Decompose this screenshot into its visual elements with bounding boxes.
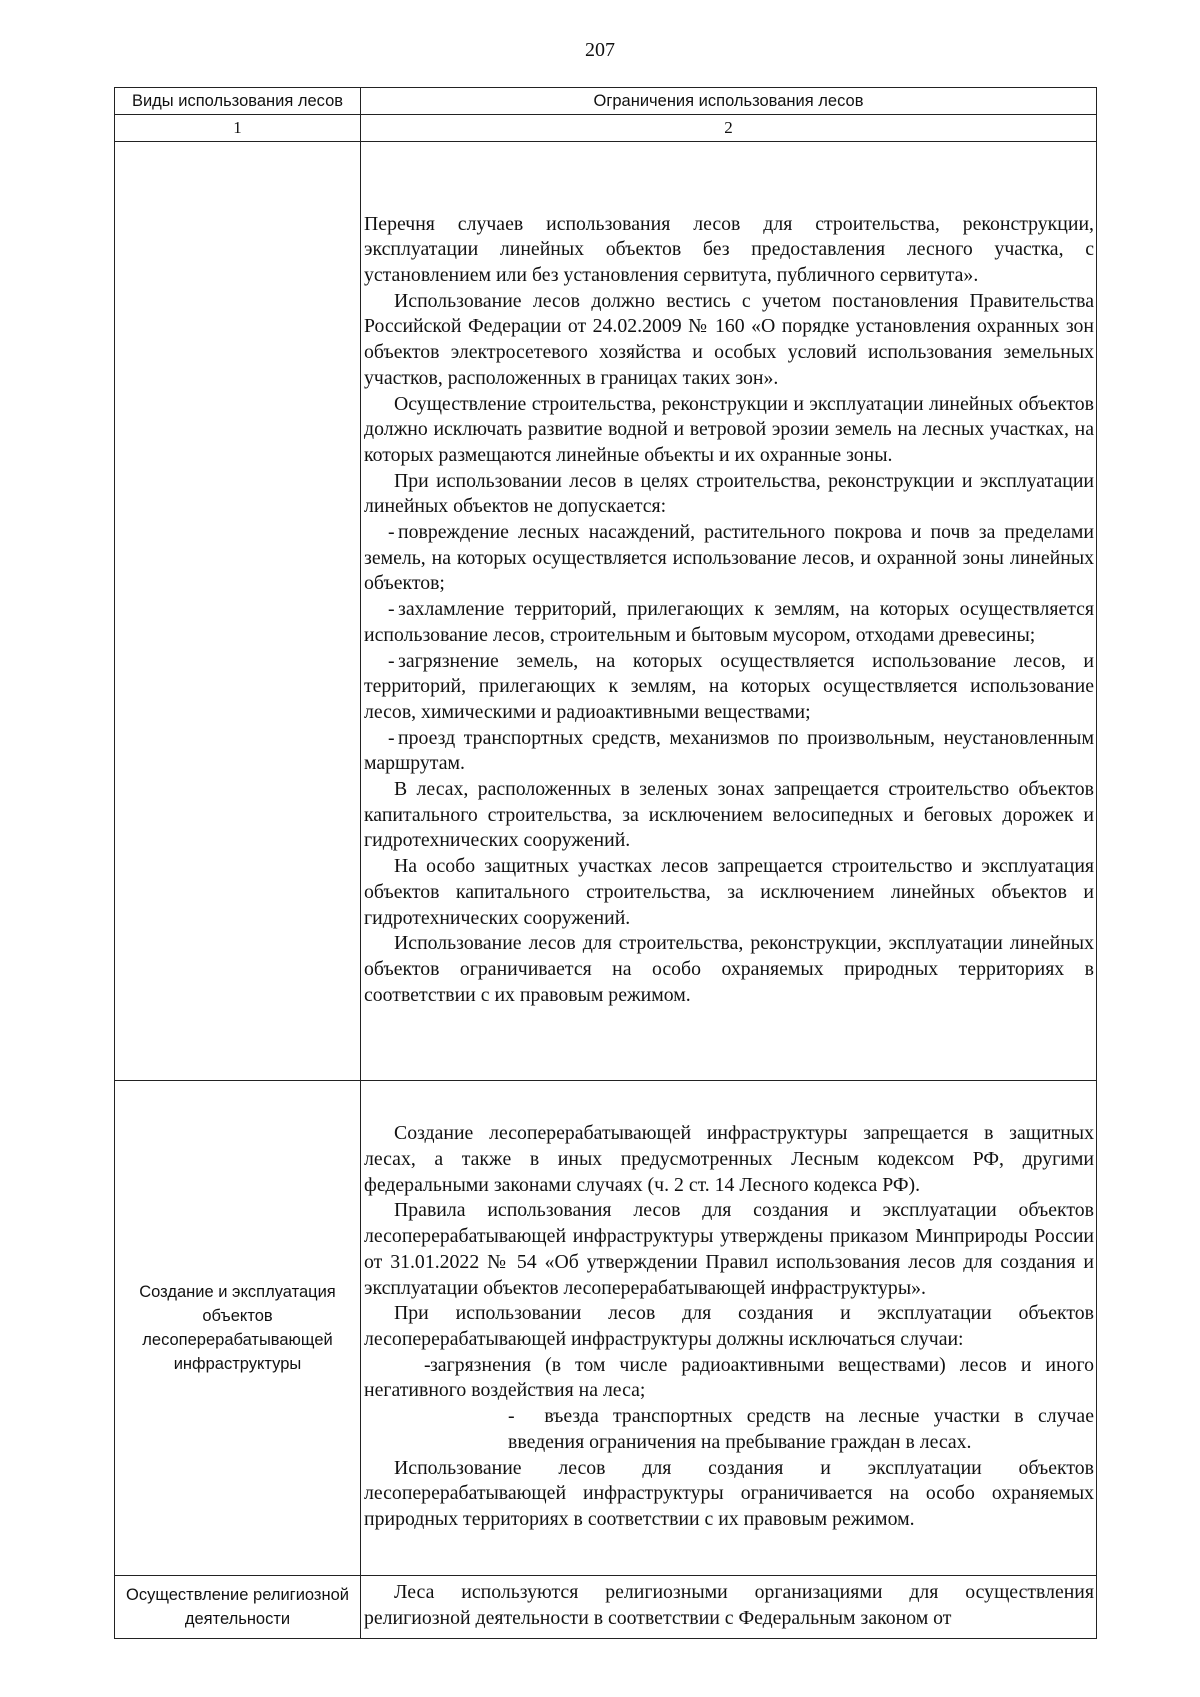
list-item-text: повреждение лесных насаждений, растительного покрова и почв за пределами земель, на которых осуществляется использование лесов, и охранной зоны линейных объектов;: [364, 521, 1094, 595]
paragraph: Перечня случаев использования лесов для строительства, реконструкции, эксплуатации линейных объектов без предоставления лесного участка, с установлением или без установления сервитута, публичного сервитута».: [364, 212, 1094, 286]
list-item-text: захламление территорий, прилегающих к землям, на которых осуществляется использование лесов, строительным и бытовым мусором, отходами древесины;: [364, 598, 1094, 646]
list-item-text: загрязнение земель, на которых осуществляется использование лесов, и территорий, прилегающих к землям, на которых осуществляется использование лесов, химическими и радиоактивными веществами;: [364, 649, 1094, 723]
list-item-text: проезд транспортных средств, механизмов по произвольным, неустановленным маршрутам.: [364, 726, 1094, 775]
list-item: [364, 520, 1094, 597]
paragraph: В лесах, расположенных в зеленых зонах запрещается строительство объектов капитального строительства, за исключением велосипедных и беговых дорожек и гидротехнических сооружений.: [364, 778, 1094, 852]
list-item: [364, 597, 1094, 648]
dash-bullet: -: [424, 1353, 431, 1376]
page-number: 207: [585, 39, 615, 61]
paragraph: Создание лесоперерабатывающей инфраструктуры запрещается в защитных лесах, а также в иных предусмотренных Лесным кодексом РФ, другими федеральными законами случаях (ч. 2 ст. 14 Лесного кодекса РФ).: [364, 1122, 1094, 1196]
use-kind-cell: [115, 142, 361, 1081]
paragraph: Правила использования лесов для создания и эксплуатации объектов лесоперерабатывающей инфраструктуры утверждены приказом Минприроды России от 31.01.2022 № 54 «Об утверждении Правил использования лесов для создания и эксплуатации объектов лесоперерабатывающей инфраструктуры».: [364, 1199, 1094, 1299]
list-item: [364, 1353, 1094, 1404]
header-uses-of-forests: Виды использования лесов: [115, 88, 361, 115]
restrictions-cell: [361, 1081, 1097, 1576]
paragraph: Осуществление строительства, реконструкции и эксплуатации линейных объектов должно исключать развитие водной и ветровой эрозии земель на лесных участках, на которых размещаются линейные объекты и их охранные зоны.: [364, 392, 1094, 466]
forest-use-table: [114, 87, 1097, 1639]
list-item-text: загрязнения (в том числе радиоактивными веществами) лесов и иного негативного воздействия на леса;: [364, 1353, 1094, 1402]
restrictions-cell: [361, 142, 1097, 1081]
table-row: [115, 142, 1097, 1081]
list-item: [364, 649, 1094, 726]
column-number-1: 1: [115, 115, 361, 142]
paragraph: На особо защитных участках лесов запрещается строительство и эксплуатация объектов капитального строительства, за исключением линейных объектов и гидротехнических сооружений.: [364, 855, 1094, 929]
paragraph: При использовании лесов для создания и эксплуатации объектов лесоперерабатывающей инфраструктуры должны исключаться случаи:: [364, 1302, 1094, 1350]
list-item-text: въезда транспортных средств на лесные участки в случае введения ограничения на пребывание граждан в лесах.: [508, 1405, 1094, 1453]
paragraph: При использовании лесов в целях строительства, реконструкции и эксплуатации линейных объектов не допускается:: [364, 469, 1094, 518]
table-row: [115, 1081, 1097, 1576]
dash-bullet: -: [388, 649, 395, 672]
use-kind-cell: Осуществление религиозной деятельности: [115, 1576, 361, 1639]
paragraph: Использование лесов для создания и эксплуатации объектов лесоперерабатывающей инфраструктуры ограничивается на особо охраняемых природных территориях в соответствии с их правовым режимом.: [364, 1456, 1094, 1530]
table-header-row: [115, 88, 1097, 115]
dash-bullet: -: [388, 598, 395, 621]
restrictions-cell: [361, 1576, 1097, 1639]
dash-bullet: -: [388, 726, 395, 749]
column-number-2: 2: [361, 115, 1097, 142]
dash-bullet: -: [388, 521, 395, 544]
paragraph: Леса используются религиозными организациями для осуществления религиозной деятельности в соответствии с Федеральным законом от: [364, 1581, 1094, 1629]
paragraph: Использование лесов для строительства, реконструкции, эксплуатации линейных объектов ограничивается на особо охраняемых природных территориях в соответствии с их правовым режимом.: [364, 932, 1094, 1006]
list-item: [364, 726, 1094, 777]
column-number-row: [115, 115, 1097, 142]
paragraph: Использование лесов должно вестись с учетом постановления Правительства Российской Федерации от 24.02.2009 № 160 «О порядке установления охранных зон объектов электросетевого хозяйства и особых условий использования земельных участков, расположенных в границах таких зон».: [364, 289, 1094, 389]
use-kind-cell: Создание и эксплуатация объектов лесоперерабатывающей инфраструктуры: [115, 1081, 361, 1576]
table-row: [115, 1576, 1097, 1639]
dash-bullet: -: [508, 1405, 515, 1428]
header-restrictions: Ограничения использования лесов: [361, 88, 1097, 115]
list-item: [508, 1404, 1094, 1455]
